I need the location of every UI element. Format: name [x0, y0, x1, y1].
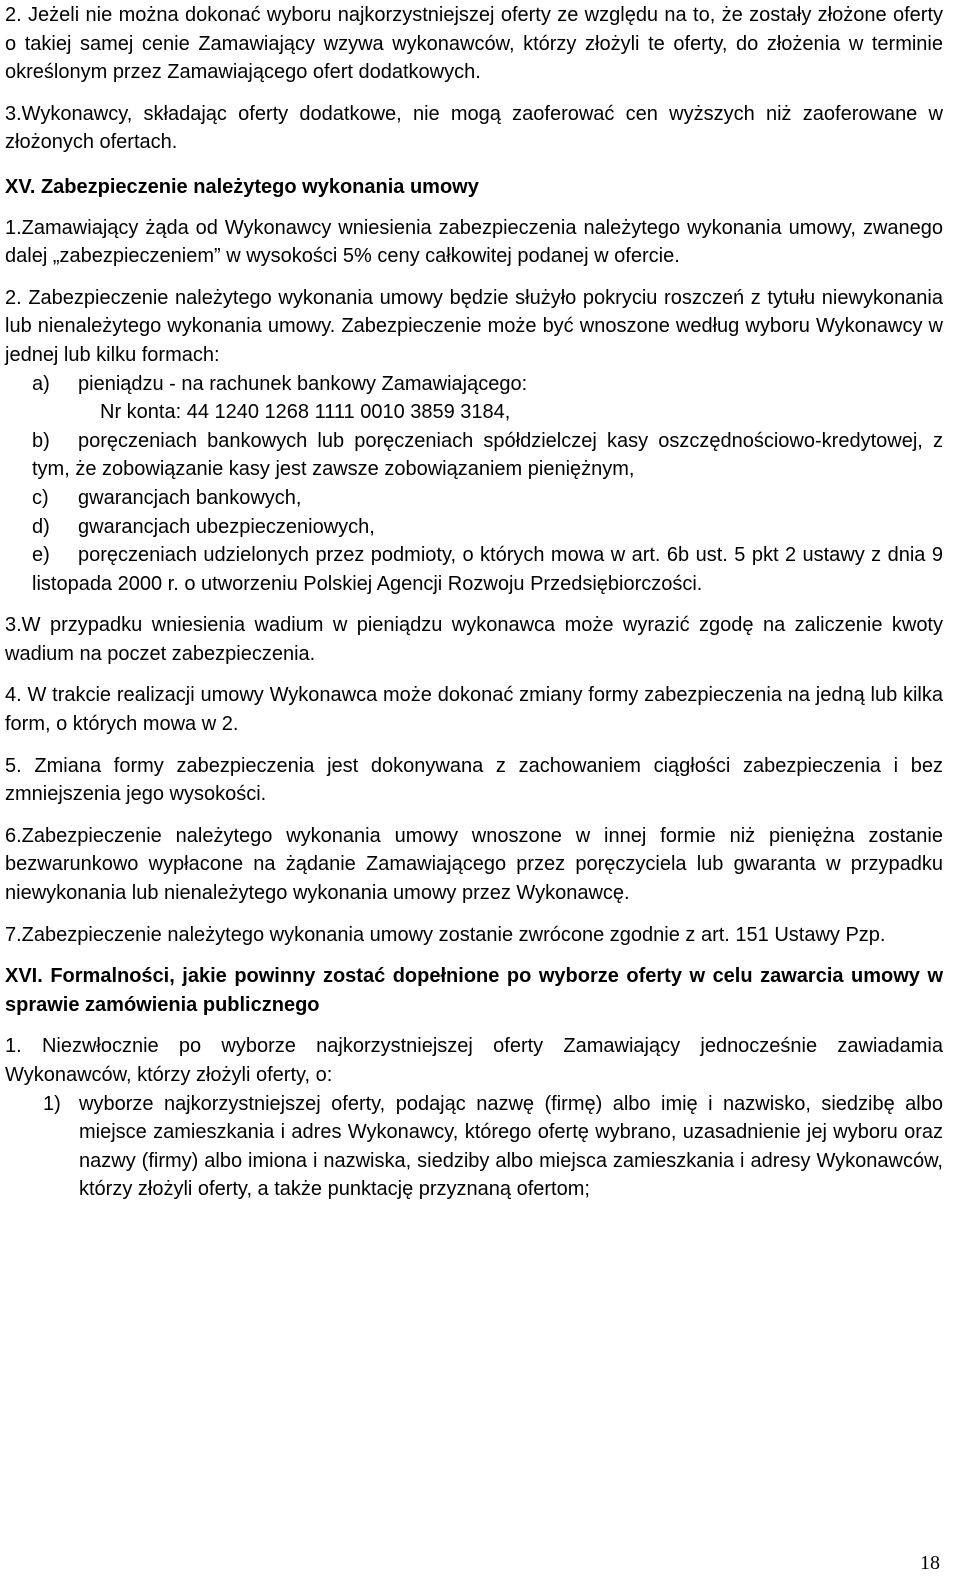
list-item-form-b [32, 427, 943, 484]
section-heading-xvi: XVI. Formalności, jakie powinny zostać dopełnione po wyborze oferty w celu zawarcia umowy w sprawie zamówienia publicznego [5, 965, 943, 1016]
paragraph-xvi-1: 1. Niezwłocznie po wyborze najkorzystniejszej oferty Zamawiający jednocześnie zawiadamia Wykonawców, którzy złożyli oferty, o: [5, 1035, 943, 1086]
list-item-label: b) [32, 429, 50, 452]
paragraph-xv-6: 6.Zabezpieczenie należytego wykonania umowy wnoszone w innej formie niż pieniężna zostanie bezwarunkowo wypłacone na żądanie Zamawiającego przez poręczyciela lub gwaranta w przypadku niewykonania lub nienależytego wykonania umowy przez Wykonawcę. [5, 824, 943, 905]
list-item-text: gwarancjach ubezpieczeniowych, [78, 515, 375, 538]
list-item-label: 1) [43, 1092, 61, 1115]
bank-account-number: Nr konta: 44 1240 1268 1111 0010 3859 3184, [100, 401, 511, 424]
list-item-text: poręczeniach udzielonych przez podmioty, o których mowa w art. 6b ust. 5 pkt 2 ustawy z dnia 9 listopada 2000 r. o utworzeniu Polskiej Agencji Rozwoju Przedsiębiorczości. [32, 544, 943, 595]
list-item-text: poręczeniach bankowych lub poręczeniach spółdzielczej kasy oszczędnościowo-kredytowej, z tym, że zobowiązanie kasy jest zawsze zobowiązaniem pieniężnym, [32, 429, 943, 481]
security-forms-list [5, 370, 943, 599]
list-item-form-d [32, 513, 943, 542]
paragraph-xv-2: 2. Zabezpieczenie należytego wykonania umowy będzie służyło pokryciu roszczeń z tytułu niewykonania lub nienależytego wykonania umowy. Zabezpieczenie może być wnoszone według wyboru Wykonawcy w jednej lub kilku formach: [5, 286, 943, 366]
document-page [5, 0, 943, 1204]
paragraph-sec14-2: 2. Jeżeli nie można dokonać wyboru najkorzystniejszej oferty ze względu na to, że zostały złożone oferty o takiej samej cenie Zamawiający wzywa wykonawców, którzy złożyli te oferty, do złożenia w terminie określonym przez Zamawiającego ofert dodatkowych. [5, 4, 943, 84]
paragraph-xv-5: 5. Zmiana formy zabezpieczenia jest dokonywana z zachowaniem ciągłości zabezpieczenia i bez zmniejszenia jego wysokości. [5, 754, 943, 806]
paragraph-xv-1: 1.Zamawiający żąda od Wykonawcy wniesienia zabezpieczenia należytego wykonania umowy, zwanego dalej „zabezpieczeniem” w wysokości 5% ceny całkowitej podanej w ofercie. [5, 216, 943, 268]
paragraph-xv-3: 3.W przypadku wniesienia wadium w pieniądzu wykonawca może wyrazić zgodę na zaliczenie kwoty wadium na poczet zabezpieczenia. [5, 614, 943, 665]
list-item-label: d) [32, 515, 50, 538]
page-number: 18 [920, 1552, 940, 1574]
list-item-label: a) [32, 372, 50, 395]
list-item-form-c [32, 484, 943, 513]
paragraph-sec14-3: 3.Wykonawcy, składając oferty dodatkowe, nie mogą zaoferować cen wyższych niż zaoferowane w złożonych ofertach. [5, 102, 943, 154]
list-item-label: c) [32, 486, 49, 509]
list-item-label: e) [32, 544, 50, 567]
list-item-text: wyborze najkorzystniejszej oferty, podając nazwę (firmę) albo imię i nazwisko, siedzibę albo miejsce zamieszkania i adres Wykonawcy, którego ofertę wybrano, uzasadnienie jej wyboru oraz nazwy (firmy) albo imiona i nazwiska, siedziby albo miejsca zamieszkania i adresy Wykonawców, którzy złożyli oferty, a także punktację przyznaną ofertom; [79, 1092, 943, 1201]
paragraph-xv-4: 4. W trakcie realizacji umowy Wykonawca może dokonać zmiany formy zabezpieczenia na jedną lub kilka form, o których mowa w 2. [5, 684, 943, 736]
list-item-xvi-1 [5, 1090, 943, 1204]
list-item-form-e [32, 541, 943, 598]
section-heading-xv: XV. Zabezpieczenie należytego wykonania umowy [5, 175, 479, 198]
paragraph-xv-7: 7.Zabezpieczenie należytego wykonania umowy zostanie zwrócone zgodnie z art. 151 Ustawy Pzp. [5, 923, 886, 946]
list-item-text: pieniądzu - na rachunek bankowy Zamawiającego: [78, 372, 528, 395]
list-item-text: gwarancjach bankowych, [78, 486, 302, 509]
list-item-form-a [32, 370, 943, 399]
